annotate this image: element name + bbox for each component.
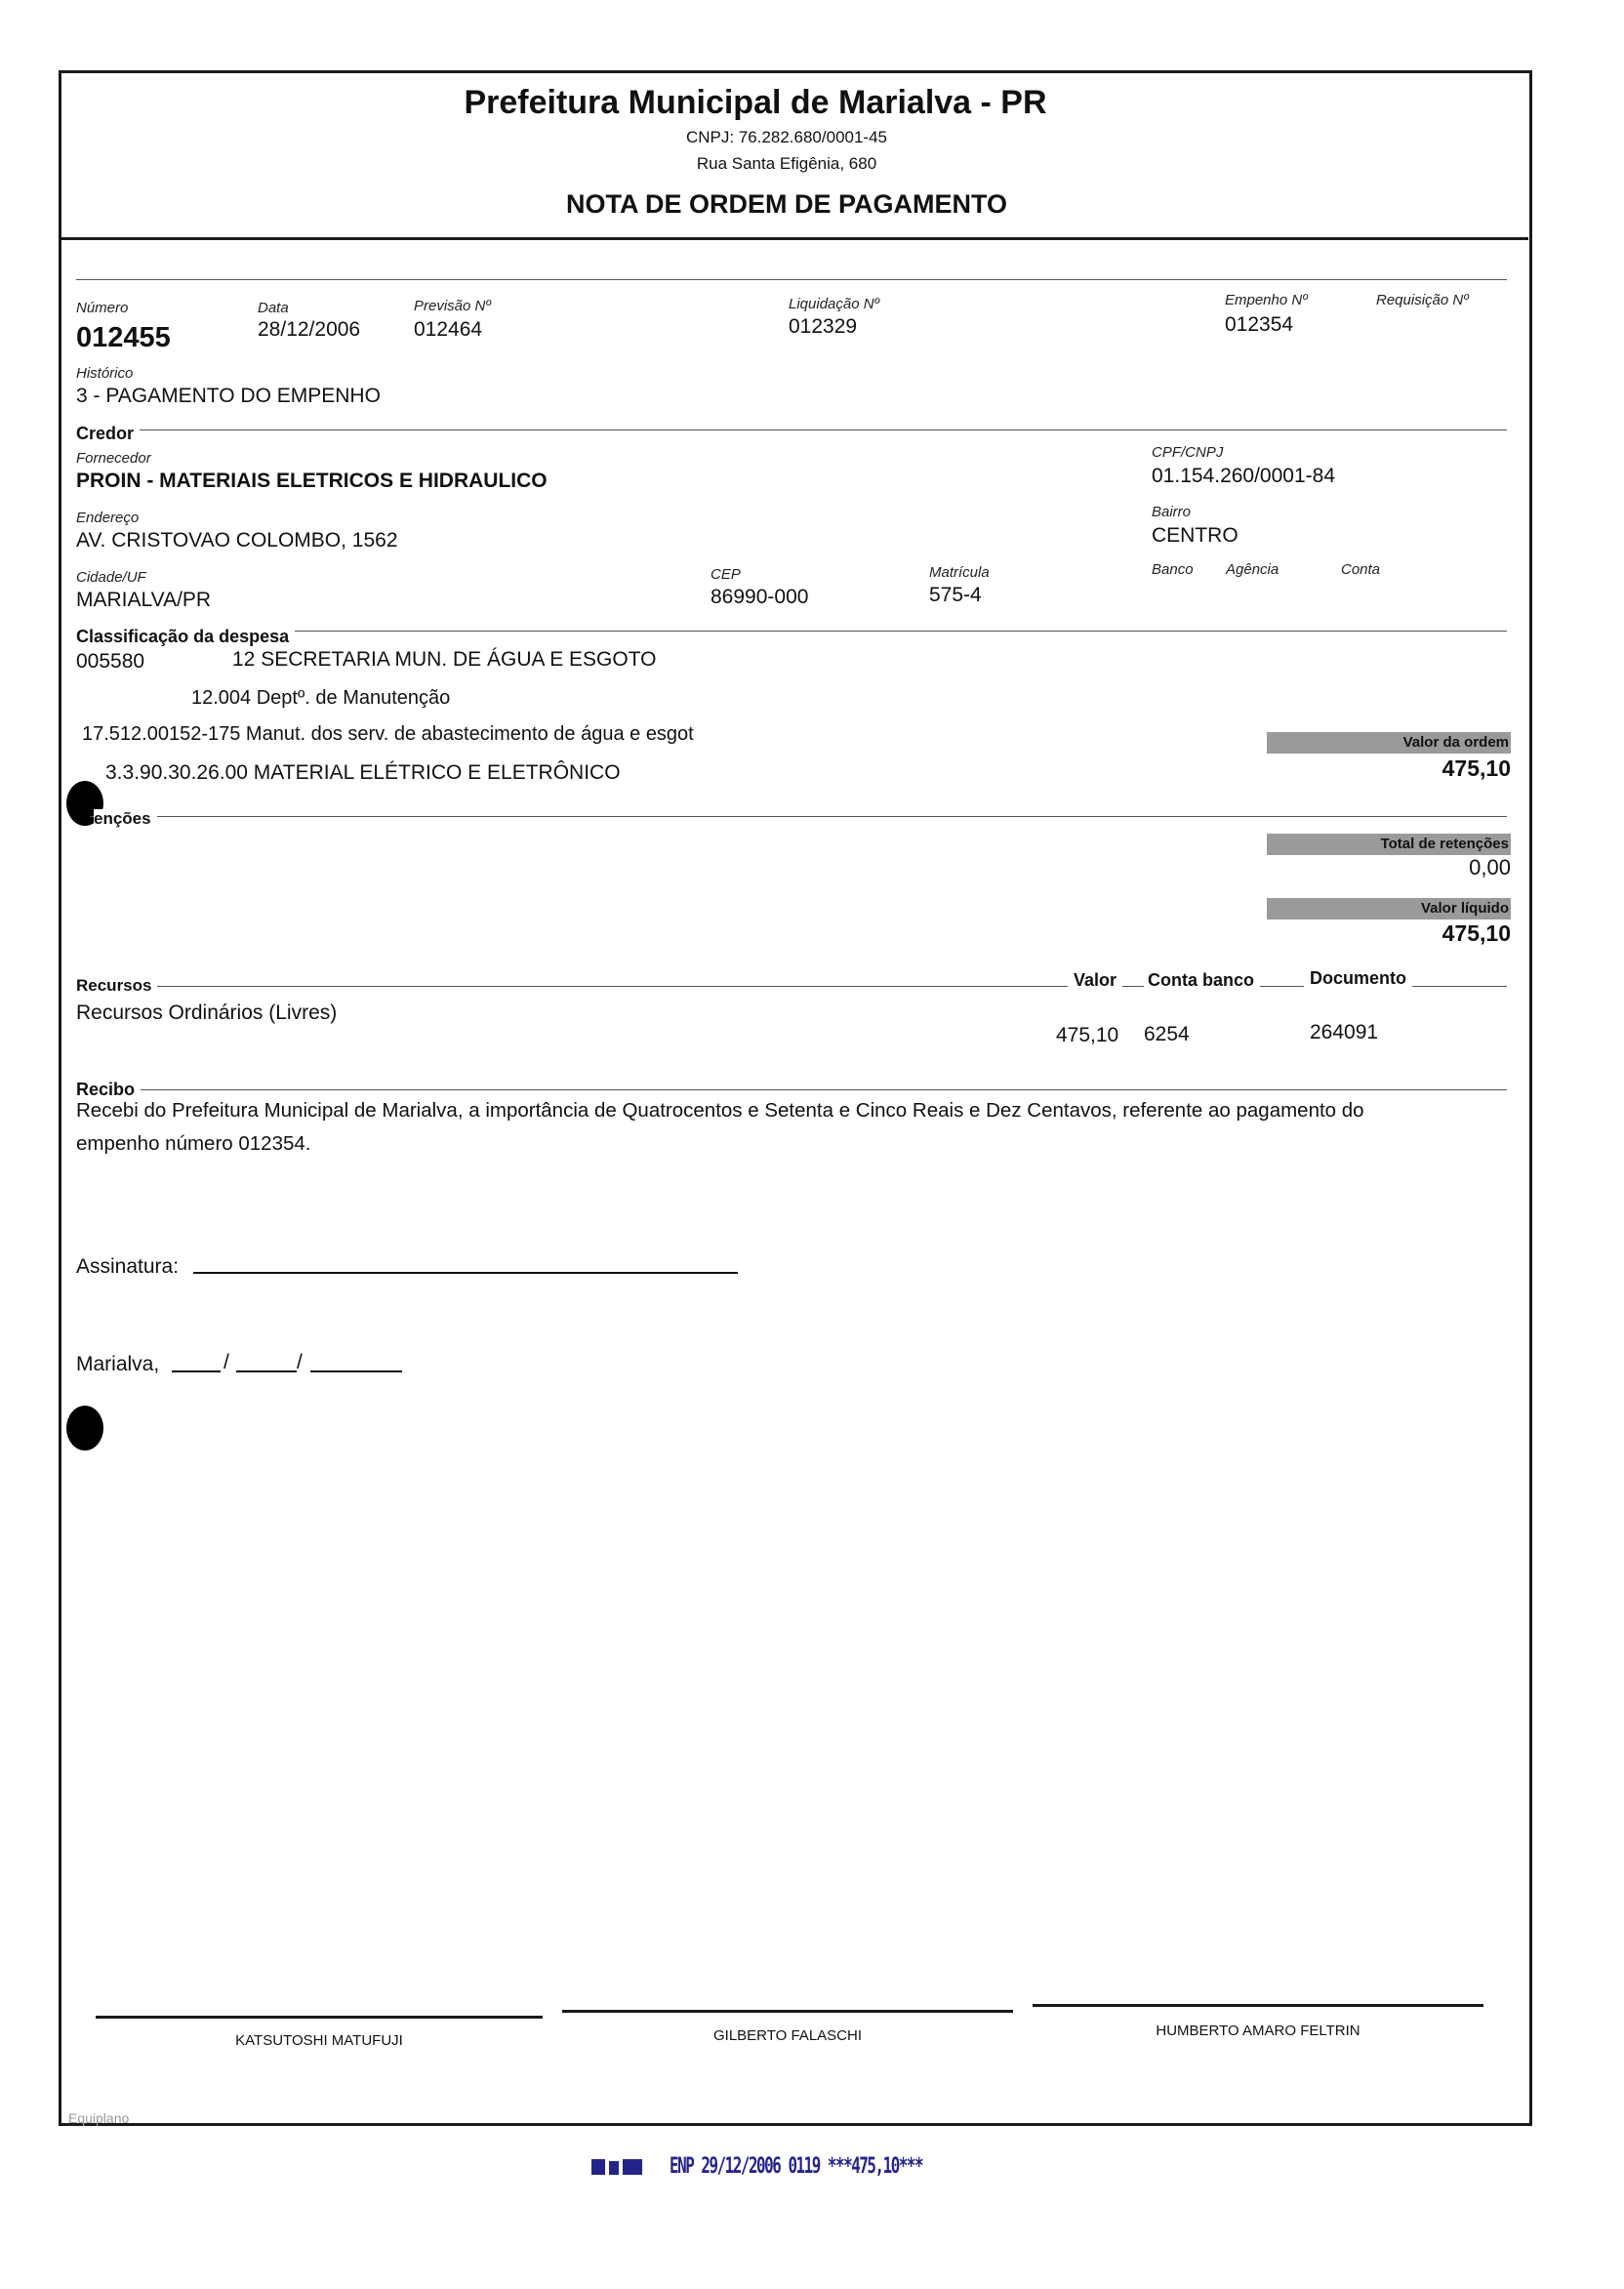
retencoes-section: enções xyxy=(94,809,157,829)
equiplano-brand: Equiplano xyxy=(68,2110,130,2126)
payment-stamp: ENP 29/12/2006 0119 ***475,10*** xyxy=(670,2154,923,2179)
historico-value: 3 - PAGAMENTO DO EMPENHO xyxy=(76,385,381,407)
info-top-rule xyxy=(76,279,1507,280)
valor-ordem-label: Valor da ordem xyxy=(1402,734,1509,751)
cpf-value: 01.154.260/0001-84 xyxy=(1152,465,1336,487)
recibo-text-line2: empenho número 012354. xyxy=(76,1132,311,1155)
recursos-conta: 6254 xyxy=(1144,1023,1190,1045)
signature-name-3: HUMBERTO AMARO FELTRIN xyxy=(1156,2023,1360,2039)
document-title: NOTA DE ORDEM DE PAGAMENTO xyxy=(565,189,1007,219)
assinatura-line[interactable] xyxy=(193,1272,738,1274)
previsao-label: Previsão Nº xyxy=(414,298,491,314)
recursos-rule xyxy=(76,986,1507,987)
endereco-value: AV. CRISTOVAO COLOMBO, 1562 xyxy=(76,529,398,552)
date-blank-year[interactable] xyxy=(310,1370,402,1372)
data-label: Data xyxy=(258,300,289,316)
valor-ordem-value: 475,10 xyxy=(1441,756,1511,781)
numero-label: Número xyxy=(76,300,129,316)
org-name: Prefeitura Municipal de Marialva - PR xyxy=(464,84,1047,121)
liquidacao-value: 012329 xyxy=(789,315,858,338)
conta-label: Conta xyxy=(1341,561,1381,578)
header-divider xyxy=(59,237,1528,240)
address-text: Rua Santa Efigênia, 680 xyxy=(696,154,877,173)
departamento: 12.004 Deptº. de Manutenção xyxy=(191,687,451,709)
matricula-label: Matrícula xyxy=(929,564,990,581)
recursos-descricao: Recursos Ordinários (Livres) xyxy=(76,1001,338,1024)
fornecedor-value: PROIN - MATERIAIS ELETRICOS E HIDRAULICO xyxy=(76,470,548,492)
date-blank-day[interactable] xyxy=(172,1370,221,1372)
date-slash-1: / xyxy=(223,1351,229,1373)
bairro-value: CENTRO xyxy=(1152,524,1238,547)
date-slash-2: / xyxy=(297,1351,303,1373)
bairro-label: Bairro xyxy=(1152,504,1192,520)
liquidacao-label: Liquidação Nº xyxy=(789,296,880,312)
matricula-value: 575-4 xyxy=(929,584,982,606)
recursos-valor-label: Valor xyxy=(1068,970,1122,991)
recursos-documento: 264091 xyxy=(1310,1021,1379,1043)
punch-hole-mark-2 xyxy=(66,1406,103,1451)
data-value: 28/12/2006 xyxy=(258,318,361,341)
recursos-documento-label: Documento xyxy=(1304,968,1412,989)
valor-liquido-bar xyxy=(1267,898,1511,920)
valor-liquido-label: Valor líquido xyxy=(1420,900,1509,917)
cidade-label: Cidade/UF xyxy=(76,569,146,586)
total-retencoes-bar xyxy=(1267,834,1511,855)
retencoes-rule xyxy=(90,816,1507,817)
banco-label: Banco xyxy=(1152,561,1194,578)
recursos-conta-label: Conta banco xyxy=(1144,970,1260,991)
classificacao-section: Classificação da despesa xyxy=(76,627,295,647)
recursos-valor: 475,10 xyxy=(1056,1024,1119,1046)
classificacao-code: 005580 xyxy=(76,650,145,673)
assinatura-label: Assinatura: xyxy=(76,1255,180,1278)
recibo-rule xyxy=(76,1089,1507,1090)
document-frame xyxy=(59,70,1532,2126)
total-retencoes-value: 0,00 xyxy=(1469,855,1511,879)
endereco-label: Endereço xyxy=(76,510,140,526)
recibo-text-line1: Recebi do Prefeitura Municipal de Marialva, a importância de Quatrocentos e Setenta e Cinco Reais e Dez Centavos, referente ao pagamento do xyxy=(76,1099,1364,1122)
elemento: 3.3.90.30.26.00 MATERIAL ELÉTRICO E ELETRÔNICO xyxy=(105,761,621,784)
signature-name-1: KATSUTOSHI MATUFUJI xyxy=(235,2032,403,2049)
credor-section: Credor xyxy=(76,424,140,444)
cep-value: 86990-000 xyxy=(710,586,809,608)
signature-name-2: GILBERTO FALASCHI xyxy=(713,2027,862,2044)
recursos-section: Recursos xyxy=(76,976,157,996)
empenho-value: 012354 xyxy=(1225,313,1294,336)
cnpj-text: CNPJ: 76.282.680/0001-45 xyxy=(685,128,888,146)
recibo-section: Recibo xyxy=(76,1080,141,1100)
agencia-label: Agência xyxy=(1226,561,1279,578)
total-retencoes-label: Total de retenções xyxy=(1380,836,1509,852)
programa: 17.512.00152-175 Manut. dos serv. de abastecimento de água e esgot xyxy=(82,723,694,745)
secretaria: 12 SECRETARIA MUN. DE ÁGUA E ESGOTO xyxy=(232,648,657,671)
signature-line-3 xyxy=(1033,2004,1483,2007)
fornecedor-label: Fornecedor xyxy=(76,450,151,467)
signature-line-2 xyxy=(562,2010,1013,2013)
previsao-value: 012464 xyxy=(414,318,483,341)
empenho-label: Empenho Nº xyxy=(1225,292,1308,308)
cep-label: CEP xyxy=(710,566,741,583)
cpf-label: CPF/CNPJ xyxy=(1152,444,1224,461)
valor-liquido-value: 475,10 xyxy=(1441,920,1511,946)
local-date-label: Marialva, xyxy=(76,1353,160,1375)
credor-rule xyxy=(76,429,1507,430)
signature-line-1 xyxy=(96,2016,543,2019)
cidade-value: MARIALVA/PR xyxy=(76,589,212,611)
date-blank-month[interactable] xyxy=(236,1370,297,1372)
numero-value: 012455 xyxy=(76,322,171,353)
stamp-logo-icon xyxy=(591,2157,646,2177)
historico-label: Histórico xyxy=(76,365,134,382)
requisicao-label: Requisição Nº xyxy=(1376,292,1469,308)
valor-ordem-bar xyxy=(1267,732,1511,754)
